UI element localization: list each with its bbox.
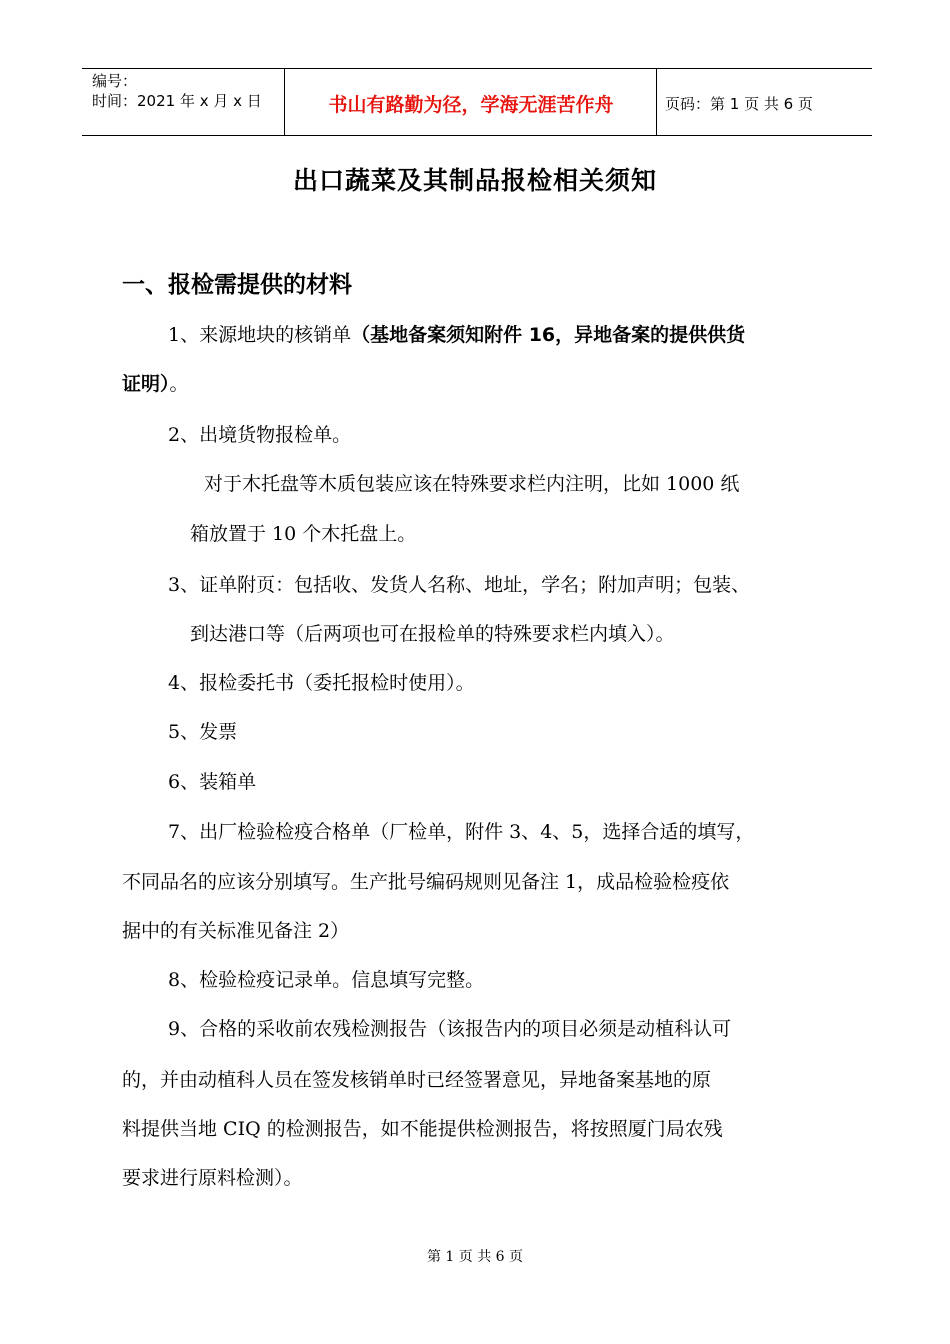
item-5: 5、发票 (168, 721, 238, 743)
header-page-code: 页码：第 1 页 共 6 页 (665, 95, 813, 113)
item-1-prefix: 1、来源地块的核销单 (168, 324, 352, 346)
section-heading: 一、报检需提供的材料 (122, 272, 352, 298)
header-bottom-rule (82, 135, 872, 136)
item-9-line-1: 9、合格的采收前农残检测报告（该报告内的项目必须是动植科认可 (168, 1018, 732, 1040)
item-9-line-2: 的，并由动植科人员在签发核销单时已经签署意见，异地备案基地的原 (122, 1069, 712, 1091)
header-motto: 书山有路勤为径，学海无涯苦作舟 (328, 94, 614, 116)
header-number-label: 编号： (92, 72, 138, 90)
header-time-label: 时间：2021 年 x 月 x 日 (92, 92, 262, 110)
item-4: 4、报检委托书（委托报检时使用）。 (168, 672, 475, 694)
item-6: 6、装箱单 (168, 771, 257, 793)
item-8: 8、检验检疫记录单。信息填写完整。 (168, 969, 485, 991)
item-9-line-3: 料提供当地 CIQ 的检测报告，如不能提供检测报告，将按照厦门局农残 (122, 1118, 723, 1140)
item-7-line-2: 不同品名的应该分别填写。生产批号编码规则见备注 1，成品检验检疫依 (122, 871, 730, 893)
item-1-bold-text-cont: 证明） (122, 373, 170, 395)
item-2-note-line-1: 对于木托盘等木质包装应该在特殊要求栏内注明，比如 1000 纸 (204, 473, 740, 495)
document-title: 出口蔬菜及其制品报检相关须知 (292, 166, 657, 195)
item-7-line-3: 据中的有关标准见备注 2） (122, 920, 350, 942)
item-2: 2、出境货物报检单。 (168, 424, 352, 446)
item-7-line-1: 7、出厂检验检疫合格单（厂检单，附件 3、4、5，选择合适的填写， (168, 821, 755, 843)
item-1-bold-text: （基地备案须知附件 16，异地备案的提供供货 (351, 324, 746, 346)
item-1-line-2 (122, 370, 189, 398)
item-3-line-1: 3、证单附页：包括收、发货人名称、地址，学名；附加声明；包装、 (168, 574, 751, 596)
header-top-rule (82, 68, 872, 69)
item-1-suffix: 。 (169, 373, 189, 395)
item-2-note-line-2: 箱放置于 10 个木托盘上。 (190, 523, 417, 545)
item-3-line-2: 到达港口等（后两项也可在报检单的特殊要求栏内填入）。 (190, 623, 675, 645)
item-1-line-1 (168, 321, 745, 349)
header-divider-left (284, 68, 285, 135)
item-9-line-4: 要求进行原料检测）。 (122, 1167, 303, 1189)
page-footer: 第 1 页 共 6 页 (426, 1249, 524, 1265)
header-divider-right (656, 68, 657, 135)
